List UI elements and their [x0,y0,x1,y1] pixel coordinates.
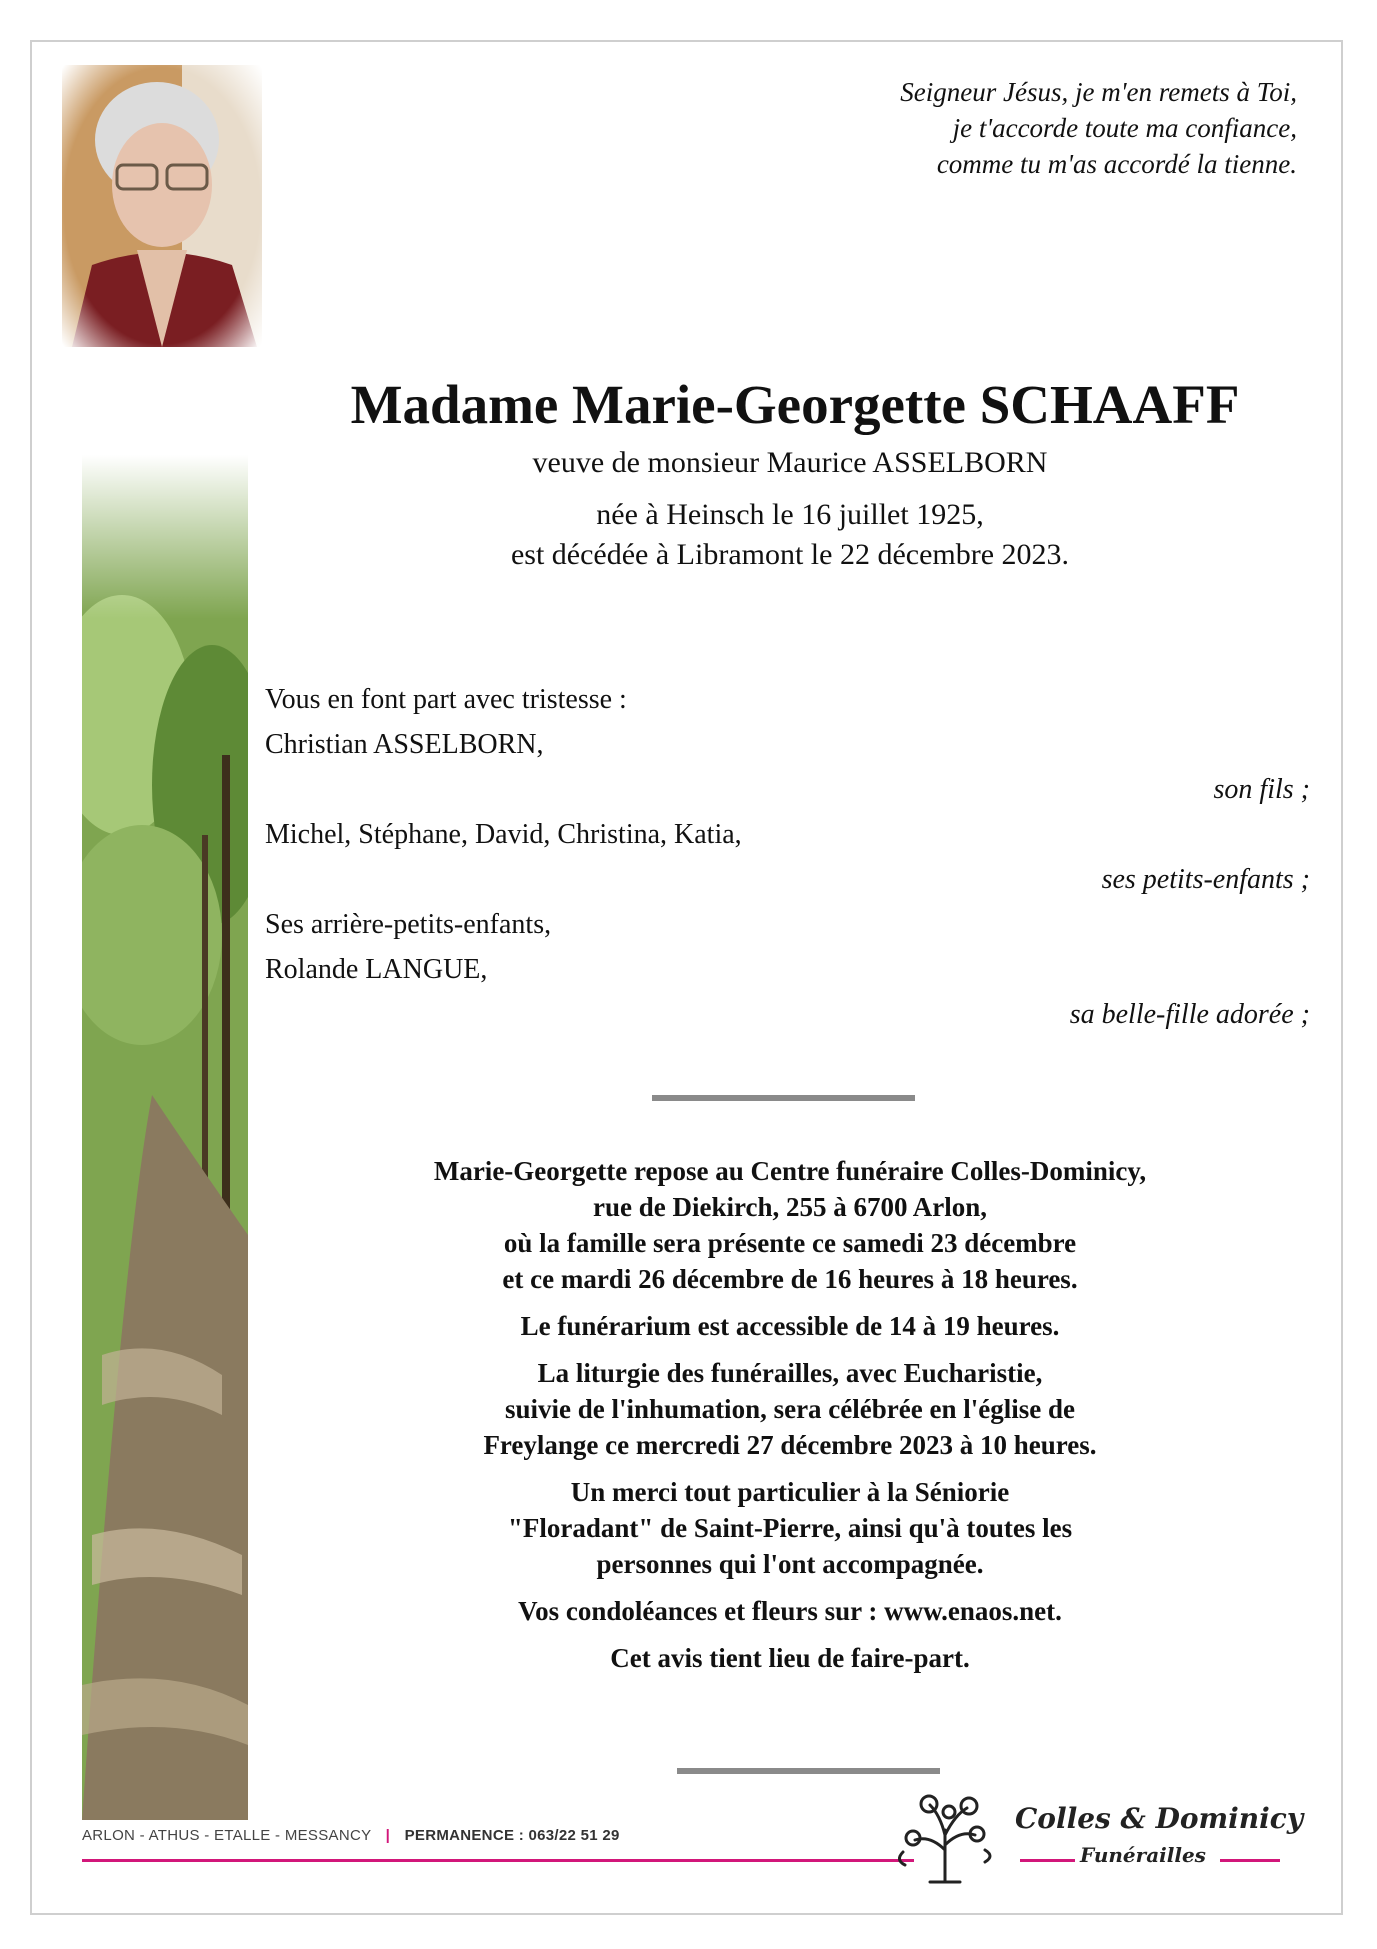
family-member: Ses arrière-petits-enfants, [265,909,552,940]
brand-name: Colles & Dominicy [1015,1802,1304,1835]
family-relation: son fils ; [1213,774,1310,805]
family-relation: ses petits-enfants ; [1101,864,1310,895]
info-line: rue de Diekirch, 255 à 6700 Arlon, [593,1192,987,1222]
separator-bottom [677,1768,940,1774]
info-paragraph-hours [300,1308,1280,1344]
brand-logo [885,1790,1305,1880]
info-paragraph-notice [300,1640,1280,1676]
info-line: "Floradant" de Saint-Pierre, ainsi qu'à toutes les [507,1513,1073,1543]
info-line: Un merci tout particulier à la Séniorie [570,1477,1010,1507]
birth-death-block [300,495,1280,575]
info-line: personnes qui l'ont accompagnée. [596,1549,984,1579]
prayer-line: Seigneur Jésus, je m'en remets à Toi, [900,77,1297,107]
brand-subtitle: Funérailles [1080,1843,1206,1867]
info-paragraph-condolences [300,1593,1280,1629]
prayer-line: je t'accorde toute ma confiance, [952,113,1297,143]
info-paragraph-viewing [300,1153,1280,1297]
footer-contact [82,1827,620,1844]
info-line: Cet avis tient lieu de faire-part. [610,1643,970,1673]
info-line: et ce mardi 26 décembre de 16 heures à 18 heures. [502,1264,1078,1294]
footer-accent-line [82,1859,914,1862]
brand-line-right [1220,1859,1280,1862]
footer-permanence: PERMANENCE : 063/22 51 29 [404,1827,620,1844]
portrait-photo [62,65,262,347]
family-member: Christian ASSELBORN, [265,729,544,760]
tree-icon [885,1790,1005,1885]
family-member: Michel, Stéphane, David, Christina, Katia, [265,819,742,850]
forest-path-image [82,455,248,1820]
separator-top [652,1095,915,1101]
birth-line: née à Heinsch le 16 juillet 1925, [596,498,984,531]
family-list [265,677,1310,1037]
deceased-name: Madame Marie-Georgette SCHAAFF [350,374,1240,435]
footer-separator: | [385,1827,391,1844]
info-line: Marie-Georgette repose au Centre funéraire Colles-Dominicy, [433,1156,1147,1186]
info-line: suivie de l'inhumation, sera célébrée en l'église de [505,1394,1075,1424]
info-paragraph-thanks [300,1474,1280,1582]
info-line: Vos condoléances et fleurs sur : www.enaos.net. [518,1596,1062,1626]
prayer-verse [900,74,1297,182]
death-line: est décédée à Libramont le 22 décembre 2023. [510,538,1070,571]
info-line: Freylange ce mercredi 27 décembre 2023 à 10 heures. [483,1430,1097,1460]
family-member: Rolande LANGUE, [265,954,488,985]
footer-locations: ARLON - ATHUS - ETALLE - MESSANCY [82,1827,372,1844]
info-line: où la famille sera présente ce samedi 23 décembre [503,1228,1077,1258]
info-line: La liturgie des funérailles, avec Eucharistie, [537,1358,1043,1388]
funeral-info [300,1153,1280,1687]
widow-of-line: veuve de monsieur Maurice ASSELBORN [532,446,1048,479]
family-relation: sa belle-fille adorée ; [1069,999,1310,1030]
family-intro: Vous en font part avec tristesse : [265,684,627,715]
brand-line-left [1020,1859,1075,1862]
prayer-line: comme tu m'as accordé la tienne. [936,149,1297,179]
info-paragraph-liturgy [300,1355,1280,1463]
info-line: Le funérarium est accessible de 14 à 19 heures. [520,1311,1060,1341]
